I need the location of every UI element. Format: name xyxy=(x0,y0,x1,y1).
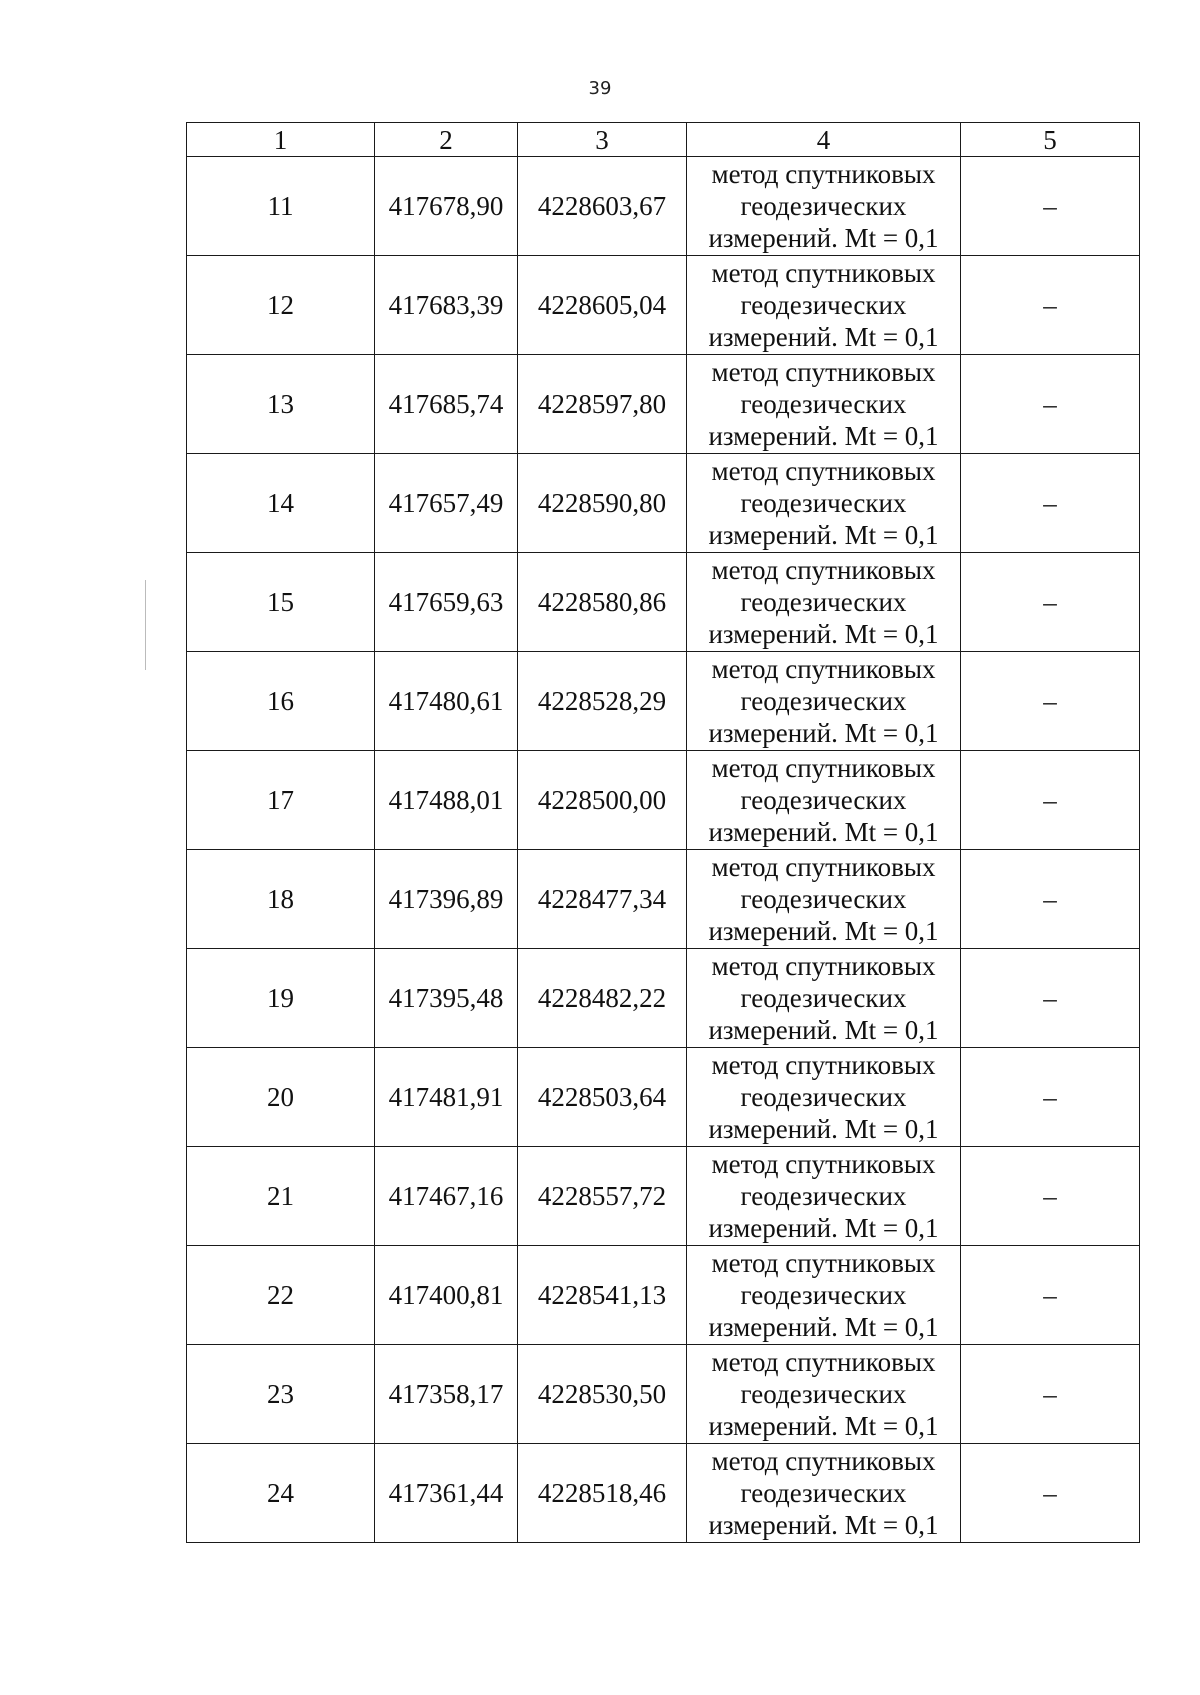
method-line: геодезических xyxy=(740,290,907,320)
coordinate-y-cell: 4228528,29 xyxy=(518,652,687,751)
method-line: измерений. Mt = 0,1 xyxy=(708,1312,939,1342)
coordinate-x-cell: 417659,63 xyxy=(375,553,518,652)
column-header-5: 5 xyxy=(961,123,1140,157)
table-header-row xyxy=(187,123,1140,157)
coordinate-x-cell: 417395,48 xyxy=(375,949,518,1048)
coordinate-y-cell: 4228597,80 xyxy=(518,355,687,454)
table-row xyxy=(187,1444,1140,1543)
coordinate-x-cell: 417683,39 xyxy=(375,256,518,355)
coordinate-x-cell: 417467,16 xyxy=(375,1147,518,1246)
method-line: измерений. Mt = 0,1 xyxy=(708,223,939,253)
coordinate-y-cell: 4228503,64 xyxy=(518,1048,687,1147)
note-cell: – xyxy=(961,1444,1140,1543)
table-row xyxy=(187,1147,1140,1246)
note-cell: – xyxy=(961,355,1140,454)
coordinate-x-cell: 417358,17 xyxy=(375,1345,518,1444)
method-cell xyxy=(687,1444,961,1543)
note-cell: – xyxy=(961,1048,1140,1147)
method-line: метод спутниковых xyxy=(711,1347,936,1377)
method-line: измерений. Mt = 0,1 xyxy=(708,619,939,649)
method-line: метод спутниковых xyxy=(711,555,936,585)
method-line: геодезических xyxy=(740,488,907,518)
coordinate-y-cell: 4228500,00 xyxy=(518,751,687,850)
method-cell xyxy=(687,157,961,256)
note-cell: – xyxy=(961,454,1140,553)
column-header-3: 3 xyxy=(518,123,687,157)
table-row xyxy=(187,1048,1140,1147)
method-line: геодезических xyxy=(740,983,907,1013)
coordinate-x-cell: 417488,01 xyxy=(375,751,518,850)
note-cell: – xyxy=(961,256,1140,355)
point-number-cell: 17 xyxy=(187,751,375,850)
coordinate-x-cell: 417396,89 xyxy=(375,850,518,949)
column-header-4: 4 xyxy=(687,123,961,157)
coordinate-x-cell: 417685,74 xyxy=(375,355,518,454)
coordinate-y-cell: 4228557,72 xyxy=(518,1147,687,1246)
method-line: геодезических xyxy=(740,884,907,914)
scan-margin-line xyxy=(145,580,146,670)
method-line: метод спутниковых xyxy=(711,258,936,288)
method-line: геодезических xyxy=(740,1379,907,1409)
coordinate-y-cell: 4228580,86 xyxy=(518,553,687,652)
column-header-1: 1 xyxy=(187,123,375,157)
method-line: геодезических xyxy=(740,191,907,221)
point-number-cell: 20 xyxy=(187,1048,375,1147)
method-line: измерений. Mt = 0,1 xyxy=(708,1015,939,1045)
coordinate-y-cell: 4228603,67 xyxy=(518,157,687,256)
method-line: измерений. Mt = 0,1 xyxy=(708,1114,939,1144)
point-number-cell: 24 xyxy=(187,1444,375,1543)
note-cell: – xyxy=(961,1246,1140,1345)
table-row xyxy=(187,1246,1140,1345)
method-cell xyxy=(687,454,961,553)
table-row xyxy=(187,1345,1140,1444)
method-line: метод спутниковых xyxy=(711,1248,936,1278)
table-row xyxy=(187,454,1140,553)
coordinate-y-cell: 4228590,80 xyxy=(518,454,687,553)
method-line: измерений. Mt = 0,1 xyxy=(708,916,939,946)
method-line: метод спутниковых xyxy=(711,159,936,189)
note-cell: – xyxy=(961,157,1140,256)
method-line: геодезических xyxy=(740,686,907,716)
note-cell: – xyxy=(961,652,1140,751)
note-cell: – xyxy=(961,1345,1140,1444)
method-cell xyxy=(687,751,961,850)
table-row xyxy=(187,949,1140,1048)
table-row xyxy=(187,256,1140,355)
method-cell xyxy=(687,355,961,454)
note-cell: – xyxy=(961,949,1140,1048)
coordinate-y-cell: 4228518,46 xyxy=(518,1444,687,1543)
method-line: геодезических xyxy=(740,1082,907,1112)
method-line: метод спутниковых xyxy=(711,753,936,783)
note-cell: – xyxy=(961,553,1140,652)
point-number-cell: 18 xyxy=(187,850,375,949)
coordinate-x-cell: 417657,49 xyxy=(375,454,518,553)
method-line: метод спутниковых xyxy=(711,1050,936,1080)
table-row xyxy=(187,355,1140,454)
method-line: метод спутниковых xyxy=(711,456,936,486)
point-number-cell: 15 xyxy=(187,553,375,652)
coordinate-x-cell: 417400,81 xyxy=(375,1246,518,1345)
method-cell xyxy=(687,652,961,751)
note-cell: – xyxy=(961,1147,1140,1246)
coordinate-y-cell: 4228530,50 xyxy=(518,1345,687,1444)
page-number: 39 xyxy=(588,78,612,99)
method-cell xyxy=(687,553,961,652)
point-number-cell: 11 xyxy=(187,157,375,256)
method-line: измерений. Mt = 0,1 xyxy=(708,1510,939,1540)
table-row xyxy=(187,751,1140,850)
column-header-2: 2 xyxy=(375,123,518,157)
method-cell xyxy=(687,1147,961,1246)
point-number-cell: 23 xyxy=(187,1345,375,1444)
coordinate-y-cell: 4228482,22 xyxy=(518,949,687,1048)
method-line: измерений. Mt = 0,1 xyxy=(708,322,939,352)
method-line: измерений. Mt = 0,1 xyxy=(708,817,939,847)
method-line: геодезических xyxy=(740,1181,907,1211)
note-cell: – xyxy=(961,751,1140,850)
method-line: измерений. Mt = 0,1 xyxy=(708,421,939,451)
point-number-cell: 13 xyxy=(187,355,375,454)
coordinate-x-cell: 417678,90 xyxy=(375,157,518,256)
method-line: измерений. Mt = 0,1 xyxy=(708,1411,939,1441)
method-cell xyxy=(687,256,961,355)
point-number-cell: 14 xyxy=(187,454,375,553)
coordinate-x-cell: 417481,91 xyxy=(375,1048,518,1147)
method-line: метод спутниковых xyxy=(711,1446,936,1476)
coordinate-y-cell: 4228605,04 xyxy=(518,256,687,355)
table-row xyxy=(187,553,1140,652)
coordinates-table xyxy=(186,122,1140,1543)
table-row xyxy=(187,652,1140,751)
coordinate-x-cell: 417480,61 xyxy=(375,652,518,751)
coordinate-y-cell: 4228541,13 xyxy=(518,1246,687,1345)
note-cell: – xyxy=(961,850,1140,949)
method-cell xyxy=(687,1246,961,1345)
method-cell xyxy=(687,850,961,949)
coordinate-y-cell: 4228477,34 xyxy=(518,850,687,949)
method-line: геодезических xyxy=(740,389,907,419)
method-line: метод спутниковых xyxy=(711,654,936,684)
method-line: метод спутниковых xyxy=(711,357,936,387)
method-line: измерений. Mt = 0,1 xyxy=(708,520,939,550)
table-body xyxy=(187,157,1140,1543)
coordinate-x-cell: 417361,44 xyxy=(375,1444,518,1543)
method-line: метод спутниковых xyxy=(711,852,936,882)
point-number-cell: 22 xyxy=(187,1246,375,1345)
method-cell xyxy=(687,1048,961,1147)
method-line: измерений. Mt = 0,1 xyxy=(708,718,939,748)
method-line: геодезических xyxy=(740,785,907,815)
method-line: геодезических xyxy=(740,1280,907,1310)
point-number-cell: 19 xyxy=(187,949,375,1048)
method-line: метод спутниковых xyxy=(711,951,936,981)
table-row xyxy=(187,850,1140,949)
table-row xyxy=(187,157,1140,256)
method-cell xyxy=(687,1345,961,1444)
method-line: метод спутниковых xyxy=(711,1149,936,1179)
method-line: измерений. Mt = 0,1 xyxy=(708,1213,939,1243)
method-cell xyxy=(687,949,961,1048)
method-line: геодезических xyxy=(740,1478,907,1508)
method-line: геодезических xyxy=(740,587,907,617)
point-number-cell: 12 xyxy=(187,256,375,355)
point-number-cell: 21 xyxy=(187,1147,375,1246)
point-number-cell: 16 xyxy=(187,652,375,751)
